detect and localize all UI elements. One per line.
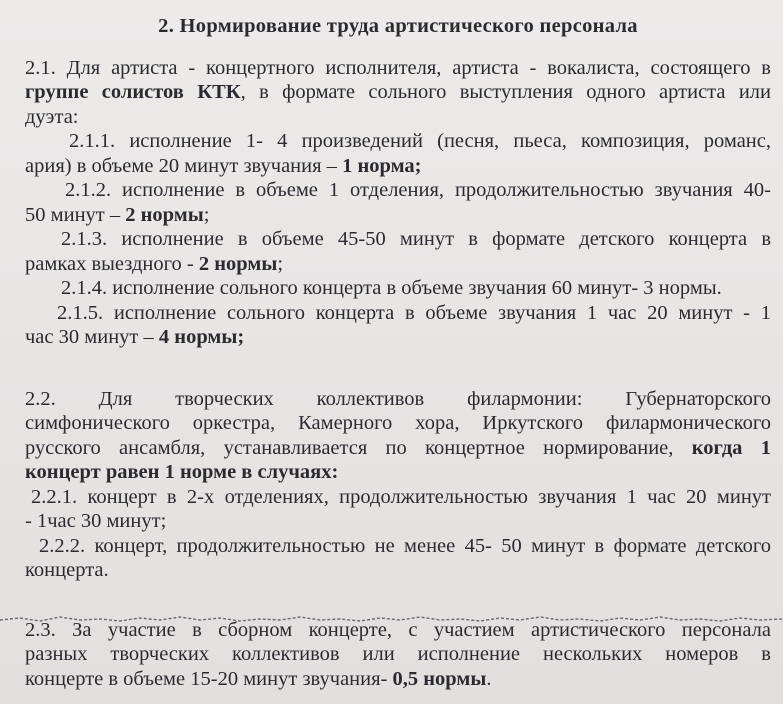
- item-2-1-3-norm: 2 нормы: [198, 252, 278, 275]
- item-2-1-5-line-1: 2.1.5. исполнение сольного концерта в объеме звучания 1 час 20 минут - 1: [57, 301, 771, 324]
- s23-line-1: 2.3. За участие в сборном концерте, с участием артистического персонала: [25, 618, 771, 641]
- item-2-1-2-line-2: [25, 203, 771, 228]
- s21-bold-group: группе солистов КТК: [25, 81, 241, 103]
- s23-line-3-text: концерте в объеме 15-20 минут звучания-: [25, 667, 393, 690]
- section-2-2: [25, 387, 771, 583]
- s22-line-3-bold: когда 1: [691, 436, 771, 459]
- s23-line-3: [25, 667, 771, 692]
- s21-line-2: [25, 80, 771, 105]
- item-2-1-3-end: ;: [277, 252, 284, 275]
- item-2-2-1-line-1: 2.2.1. концерт в 2-х отделениях, продолжительностью звучания 1 час 20 минут: [31, 485, 771, 508]
- item-2-1-2-norm: 2 нормы: [125, 203, 204, 226]
- item-2-1-3-line-1: 2.1.3. исполнение в объеме 45-50 минут в формате детского концерта в: [61, 228, 771, 250]
- s21-line-3: дуэта:: [25, 105, 79, 128]
- item-2-2-2-line-2: концерта.: [25, 559, 109, 581]
- s22-line-4-bold: концерт равен 1 норме в случаях:: [25, 461, 339, 483]
- section-2-1: [25, 56, 771, 350]
- item-2-1-5-text: час 30 минут –: [25, 326, 159, 348]
- section-2-3: [25, 618, 771, 692]
- item-2-1-1-line-1: 2.1.1. исполнение 1- 4 произведений (песня, пьеса, композиция, романс,: [69, 130, 771, 152]
- item-2-2-1-line-2: - 1час 30 минут;: [25, 510, 167, 532]
- item-2-1-1-norm: 1 норма;: [342, 154, 422, 177]
- s23-line-3-bold: 0,5 нормы: [392, 667, 487, 690]
- item-2-1-1-text: ария) в объеме 20 минут звучания –: [25, 154, 343, 177]
- item-2-1-4-line-1: 2.1.4. исполнение сольного концерта в объеме звучания 60 минут- 3 нормы.: [61, 277, 722, 299]
- s21-line-1: 2.1. Для артиста - концертного исполнителя, артиста - вокалиста, состоящего в: [25, 56, 771, 79]
- paper-tear-line: [0, 614, 783, 624]
- item-2-1-5-norm: 4 нормы;: [158, 326, 245, 348]
- s22-line-3: [25, 436, 771, 461]
- s23-line-2: разных творческих коллективов или исполнение нескольких номеров в: [25, 643, 771, 665]
- s21-line-2-rest: , в формате сольного выступления одного артиста или: [240, 81, 771, 103]
- item-2-1-3-text: рамках выездного -: [25, 252, 199, 275]
- s22-line-3-text: русского ансамбля, устанавливается по концертное нормирование,: [25, 436, 692, 459]
- s22-line-2: симфонического оркестра, Камерного хора, Иркутского филармонического: [25, 412, 771, 434]
- s23-line-3-end: .: [486, 667, 492, 690]
- item-2-1-2-line-1: 2.1.2. исполнение в объеме 1 отделения, продолжительностью звучания 40-: [65, 179, 771, 201]
- item-2-1-2-text: 50 минут –: [25, 203, 126, 226]
- item-2-1-5-line-2: [25, 325, 771, 350]
- item-2-1-1-line-2: [25, 154, 771, 179]
- item-2-2-2-line-1: 2.2.2. концерт, продолжительностью не менее 45- 50 минут в формате детского: [39, 534, 771, 557]
- s22-line-1: 2.2. Для творческих коллективов филармонии: Губернаторского: [25, 387, 771, 410]
- item-2-1-3-line-2: [25, 252, 771, 277]
- section-title: 2. Нормирование труда артистического персонала: [158, 15, 638, 37]
- item-2-1-2-end: ;: [203, 203, 210, 226]
- s22-line-4: [25, 460, 771, 485]
